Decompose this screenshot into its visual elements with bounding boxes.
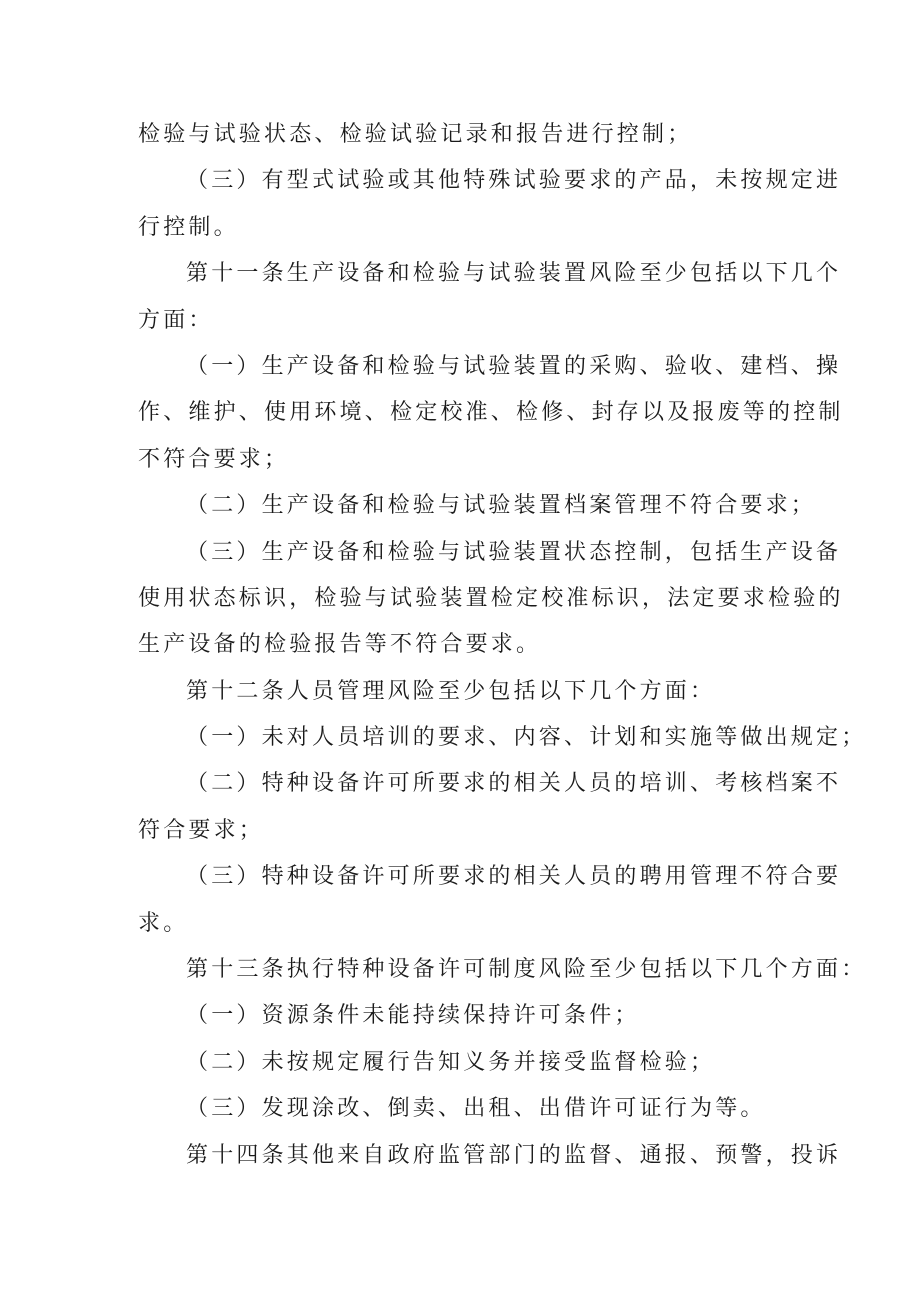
text-line: 行控制。 <box>138 214 239 240</box>
article-heading-14: 第十四条其他来自政府监管部门的监督、通报、预警，投诉 <box>186 1142 842 1168</box>
text-line: 求。 <box>138 910 189 936</box>
text-line: 作、维护、使用环境、检定校准、检修、封存以及报废等的控制 <box>138 400 844 426</box>
text-line: （二）特种设备许可所要求的相关人员的培训、考核档案不 <box>186 771 842 797</box>
text-line: 生产设备的检验报告等不符合要求。 <box>138 632 542 658</box>
text-line: （三）特种设备许可所要求的相关人员的聘用管理不符合要 <box>186 864 842 890</box>
text-line: 检验与试验状态、检验试验记录和报告进行控制； <box>138 122 693 147</box>
text-line: 使用状态标识，检验与试验装置检定校准标识，法定要求检验的 <box>138 585 844 611</box>
text-line: （三）发现涂改、倒卖、出租、出借许可证行为等。 <box>186 1096 766 1122</box>
text-line: （二）生产设备和检验与试验装置档案管理不符合要求； <box>186 493 817 519</box>
article-heading-13: 第十三条执行特种设备许可制度风险至少包括以下几个方面： <box>186 957 867 983</box>
article-heading-12: 第十二条人员管理风险至少包括以下几个方面： <box>186 678 716 704</box>
text-line: （三）有型式试验或其他特殊试验要求的产品，未按规定进 <box>186 168 842 194</box>
text-line: （三）生产设备和检验与试验装置状态控制，包括生产设备 <box>186 539 842 565</box>
article-heading-11: 第十一条生产设备和检验与试验装置风险至少包括以下几个 <box>186 261 842 287</box>
text-line: （一）资源条件未能持续保持许可条件； <box>186 1003 640 1029</box>
text-line: 不符合要求； <box>138 446 290 472</box>
text-line: 符合要求； <box>138 817 265 843</box>
text-line: （一）未对人员培训的要求、内容、计划和实施等做出规定； <box>186 725 867 751</box>
text-line: （一）生产设备和检验与试验装置的采购、验收、建档、操 <box>186 353 842 379</box>
document-body <box>138 112 867 1179</box>
text-line: （二）未按规定履行告知义务并接受监督检验； <box>186 1049 716 1075</box>
text-line: 方面： <box>138 307 214 333</box>
